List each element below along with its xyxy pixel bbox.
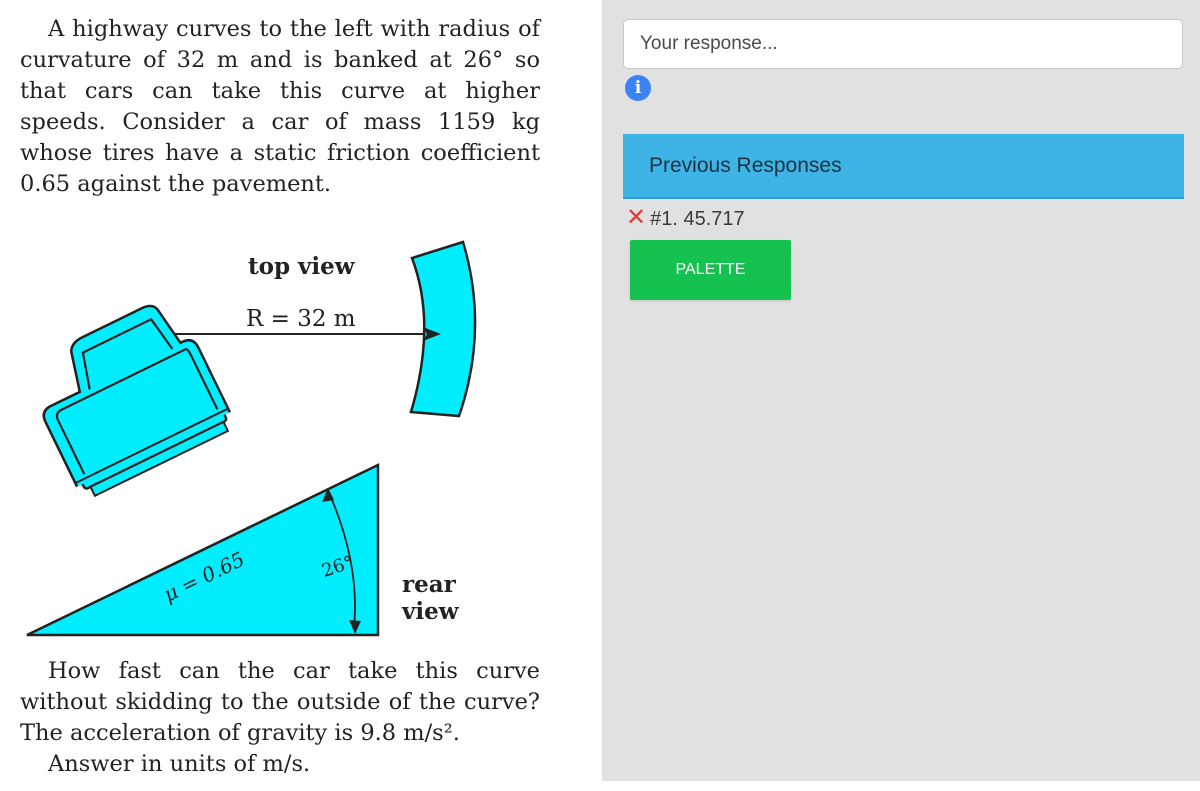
problem-intro-text: A highway curves to the left with radius of curvature of 32 m and is banked at 26° so that cars can take this curve at higher speeds. Consider a car of mass 1159 kg whose tires have a static friction coefficient 0.65 against the pavement.: [20, 16, 540, 197]
rear-label-1: rear: [402, 571, 456, 598]
previous-responses-header: [623, 134, 1184, 199]
previous-response-text: #1. 45.717: [650, 208, 745, 230]
answer-units-text: Answer in units of m/s.: [48, 751, 311, 777]
problem-diagram: [0, 230, 600, 650]
incorrect-icon: ✕: [626, 204, 647, 231]
top-view-label: top view: [248, 253, 355, 280]
problem-question: [20, 656, 540, 780]
previous-responses-title: Previous Responses: [649, 154, 842, 177]
response-input[interactable]: [623, 19, 1183, 69]
problem-intro: [20, 14, 540, 200]
problem-question-text: How fast can the car take this curve without skidding to the outside of the curve? The acceleration of gravity is 9.8 m/s².: [20, 658, 540, 746]
road-top-view: [411, 242, 475, 416]
radius-label: R = 32 m: [246, 306, 356, 332]
angle-label: 26°: [319, 552, 357, 582]
car: [19, 294, 237, 502]
rear-label-2: view: [402, 598, 459, 625]
response-panel: [602, 0, 1200, 781]
bank-triangle: [27, 465, 378, 635]
palette-button[interactable]: PALETTE: [630, 240, 791, 300]
previous-response-item: [626, 203, 745, 232]
info-icon[interactable]: i: [625, 75, 651, 101]
friction-label: μ = 0.65: [159, 546, 249, 607]
